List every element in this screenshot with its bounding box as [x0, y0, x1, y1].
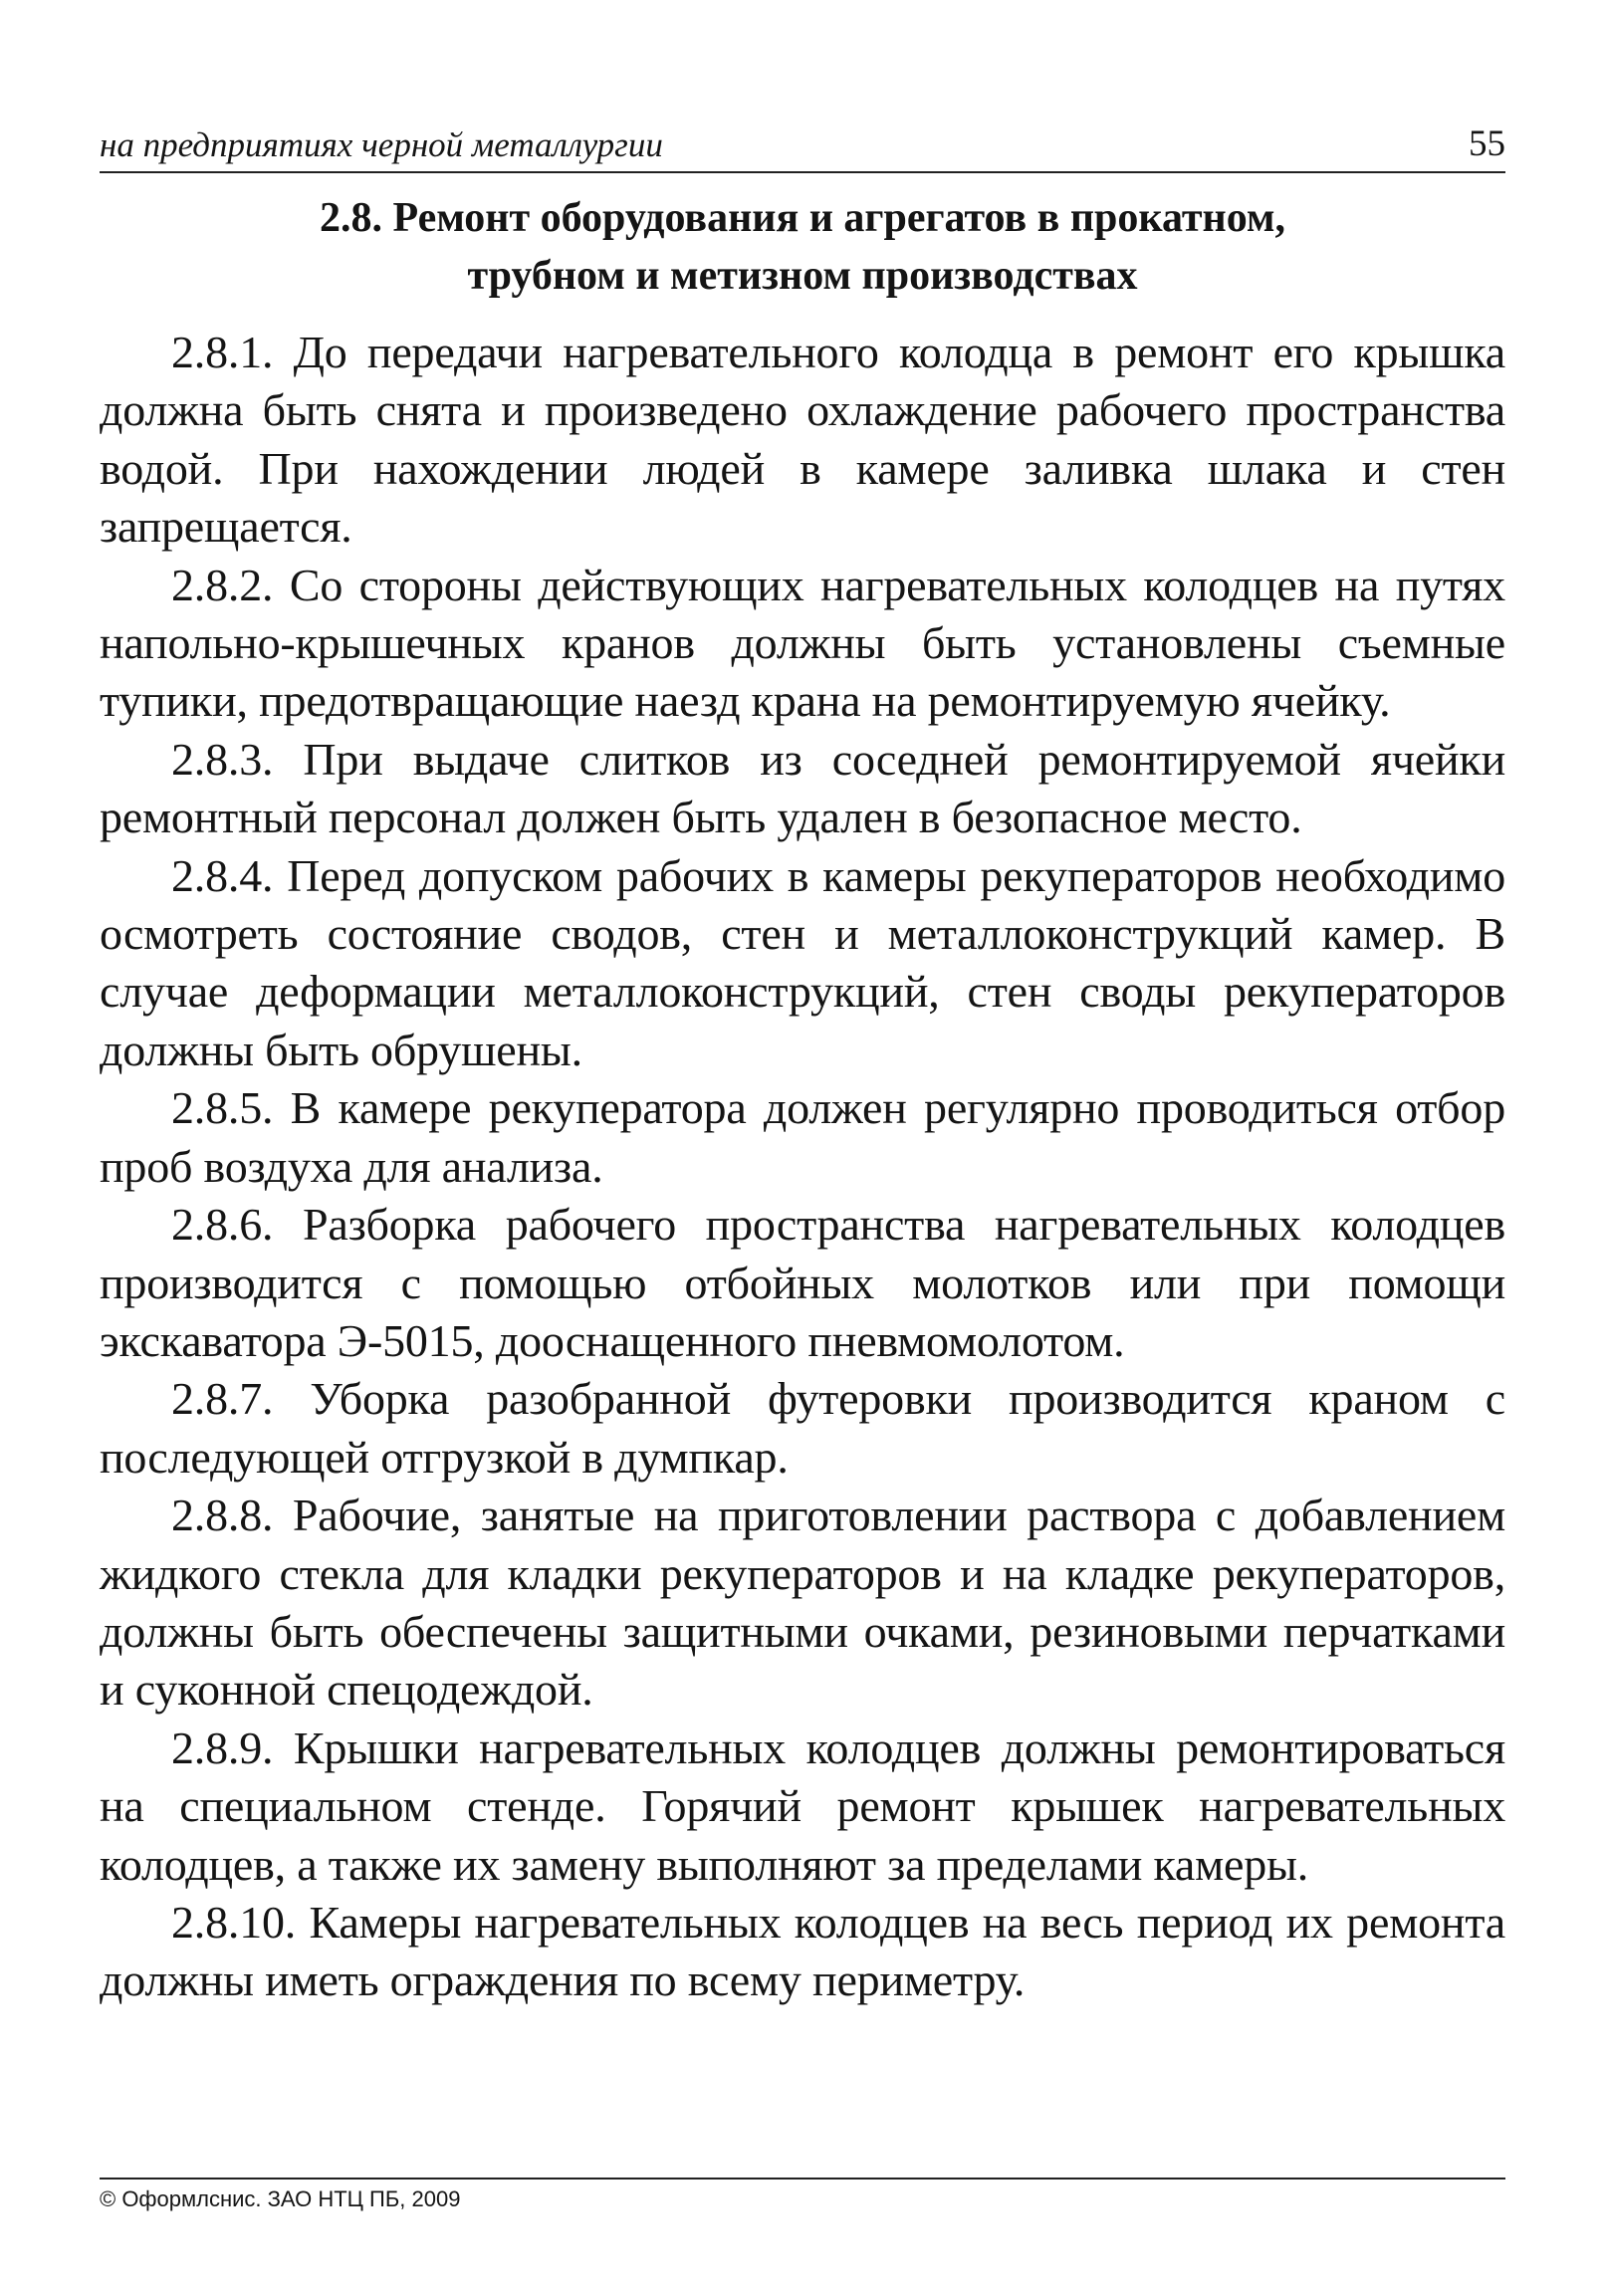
section-title-line-2: трубном и метизном производствах [467, 253, 1138, 299]
paragraph-2-8-8: 2.8.8. Рабочие, занятые на приготовлении раствора с добавлением жидкого стекла для кладки рекуператоров и на кладке рекуператоров, должны быть обеспечены защитными очками, резиновыми перчатками и суконной спецодеждой. [100, 1490, 1505, 1716]
section-title-line-1: 2.8. Ремонт оборудования и агрегатов в прокатном, [319, 195, 1286, 241]
footer-divider [100, 2178, 1505, 2180]
running-header [100, 112, 1505, 173]
copyright-note: © Оформлснис. ЗАО НТЦ ПБ, 2009 [100, 2186, 461, 2211]
paragraph-2-8-1: 2.8.1. До передачи нагревательного колодца в ремонт его крышка должна быть снята и произведено охлаждение рабочего пространства водой. При нахождении людей в камере заливка шлака и стен запрещается. [100, 327, 1505, 553]
running-title: на предприятиях черной металлургии [100, 125, 663, 164]
section-heading [100, 189, 1505, 305]
paragraph-2-8-10: 2.8.10. Камеры нагревательных колодцев на весь период их ремонта должны иметь ограждения по всему периметру. [100, 1896, 1505, 2006]
page-number: 55 [1469, 123, 1505, 164]
paragraph-2-8-2: 2.8.2. Со стороны действующих нагревательных колодцев на путях напольно-крышечных кранов должны быть установлены съемные тупики, предотвращающие наезд крана на ремонтируемую ячейку. [100, 559, 1505, 727]
paragraph-2-8-6: 2.8.6. Разборка рабочего пространства нагревательных колодцев производится с помощью отбойных молотков или при помощи экскаватора Э-5015, дооснащенного пневмомолотом. [100, 1199, 1505, 1366]
paragraph-2-8-5: 2.8.5. В камере рекуператора должен регулярно проводиться отбор проб воздуха для анализа. [100, 1082, 1505, 1192]
paragraph-2-8-7: 2.8.7. Уборка разобранной футеровки производится краном с последующей отгрузкой в думпкар. [100, 1373, 1505, 1483]
body-text [100, 324, 1505, 2010]
paragraph-2-8-3: 2.8.3. При выдаче слитков из соседней ремонтируемой ячейки ремонтный персонал должен быть удален в безопасное место. [100, 733, 1505, 843]
paragraph-2-8-9: 2.8.9. Крышки нагревательных колодцев должны ремонтироваться на специальном стенде. Горячий ремонт крышек нагревательных колодцев, а также их замену выполняют за пределами камеры. [100, 1722, 1505, 1890]
paragraph-2-8-4: 2.8.4. Перед допуском рабочих в камеры рекуператоров необходимо осмотреть состояние сводов, стен и металлоконструкций камер. В случае деформации металлоконструкций, стен своды рекуператоров должны быть обрушены. [100, 849, 1505, 1075]
